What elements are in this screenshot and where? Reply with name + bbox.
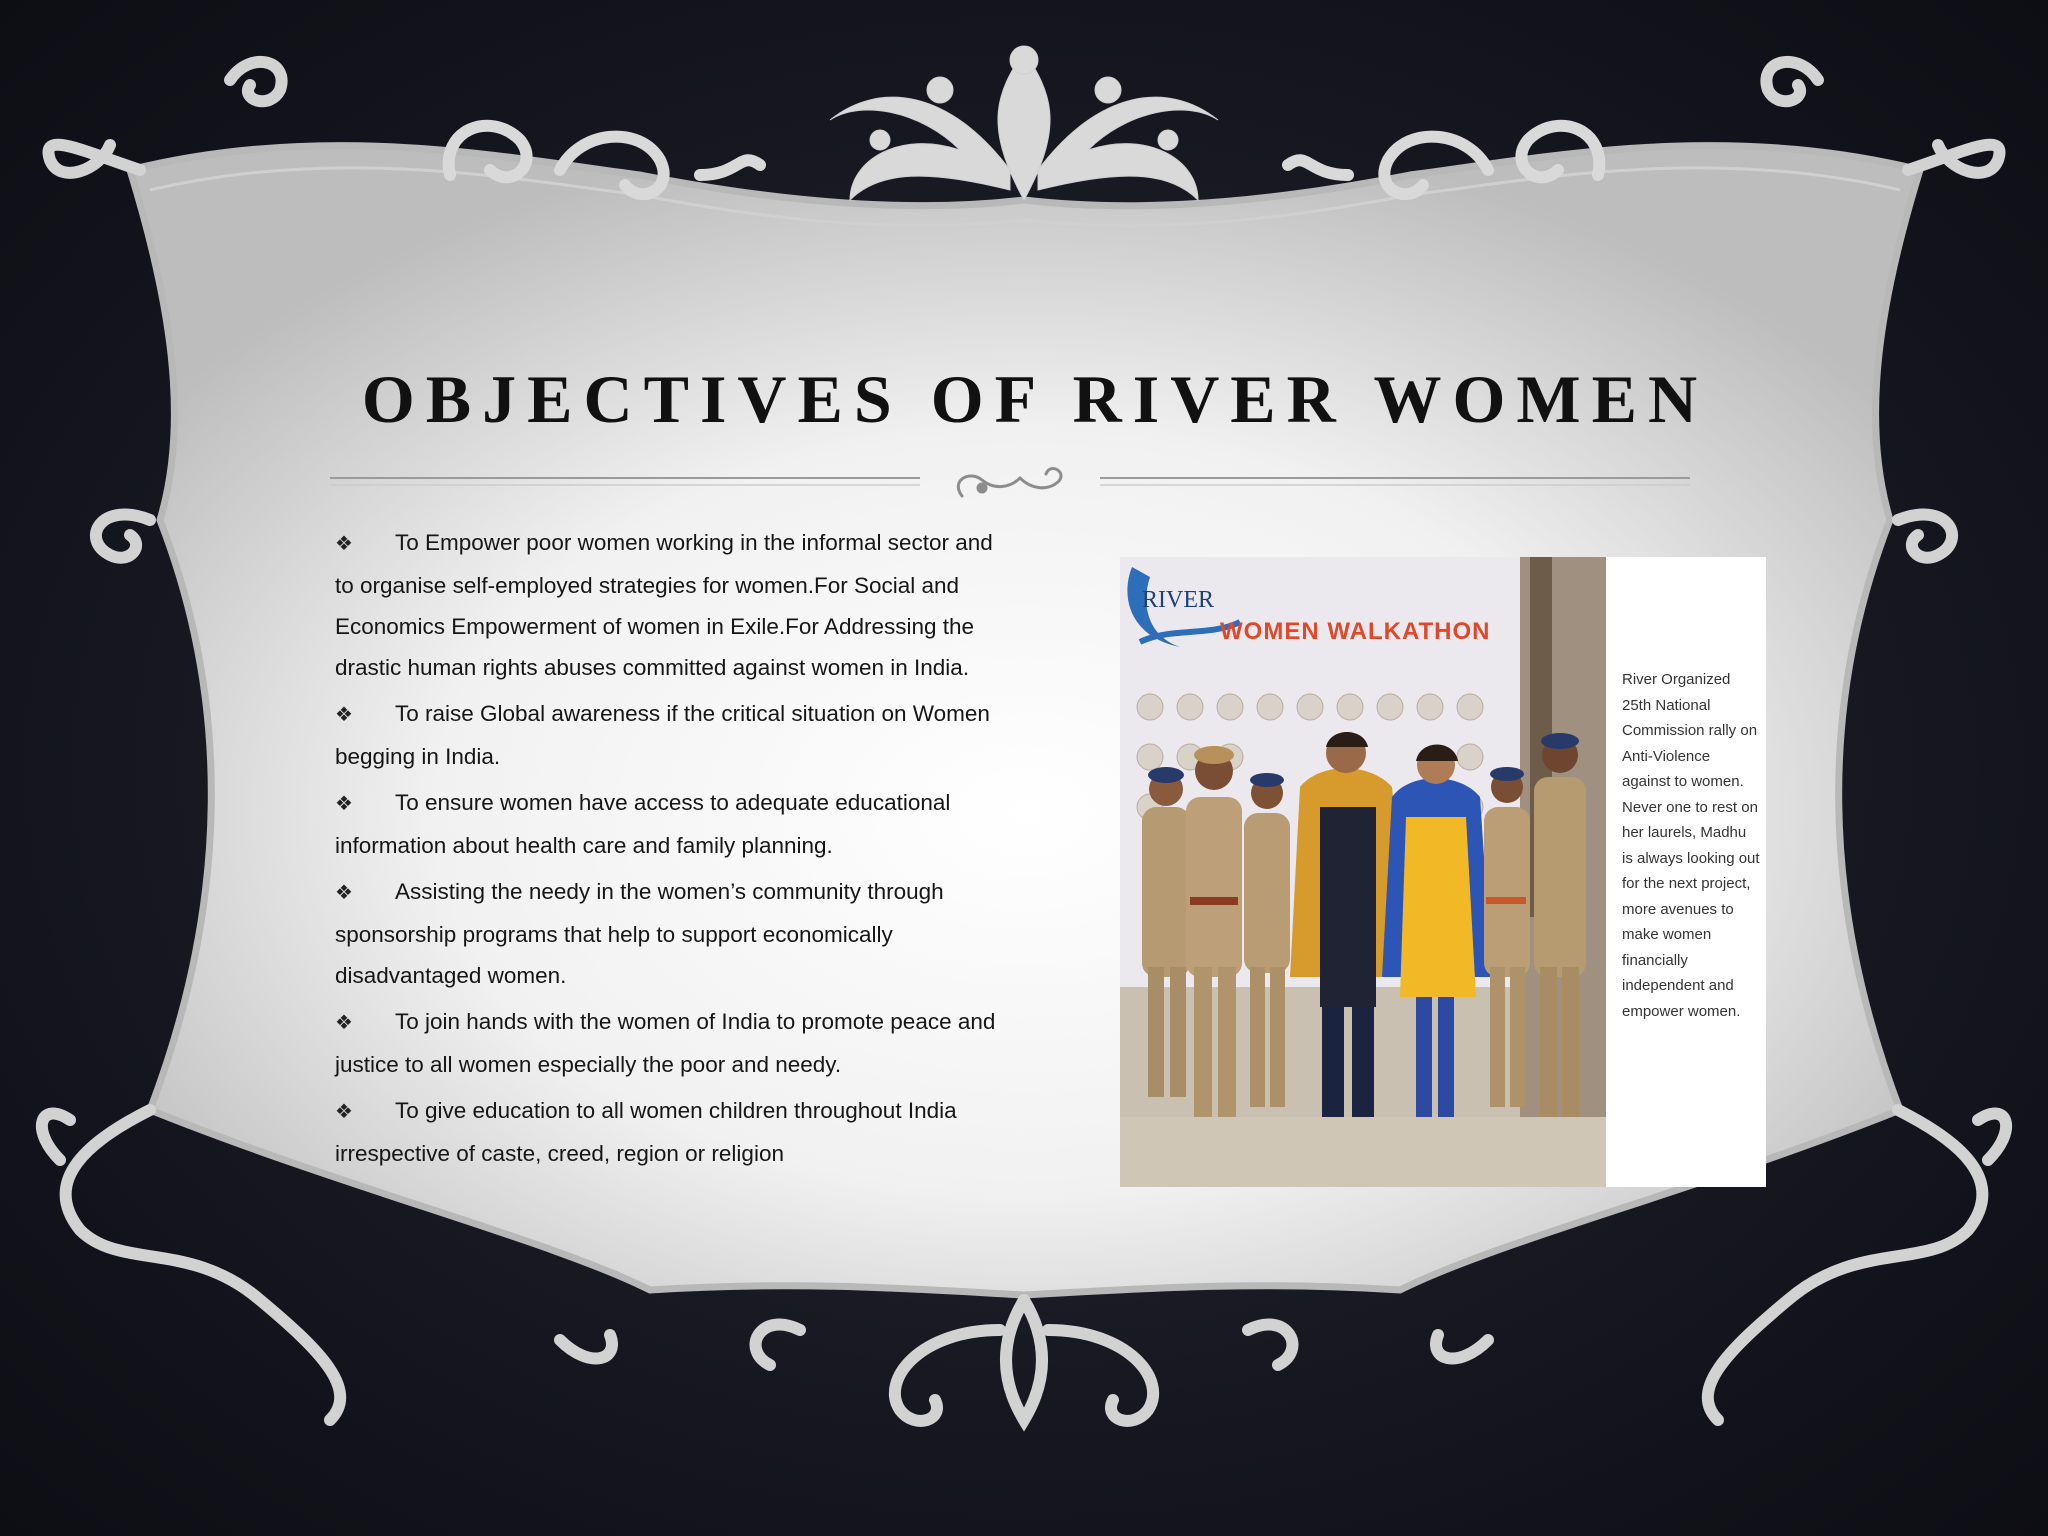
diamond-bullet-icon: ❖ — [335, 1012, 353, 1034]
objectives-list — [335, 522, 1005, 1179]
objective-item — [335, 1001, 1005, 1085]
objective-item — [335, 1090, 1005, 1174]
objective-item — [335, 782, 1005, 866]
slide-title: OBJECTIVES OF RIVER WOMEN — [361, 361, 1709, 437]
logo-text: RIVER — [1142, 587, 1214, 613]
objective-text: To give education to all women children throughout India irrespective of caste, creed, region or religion — [335, 1098, 957, 1166]
objective-text: To Empower poor women working in the informal sector and to organise self-employed strategies for women.For Social and Economics Empowerment of women in Exile.For Addressing the drastic human rights abuses committed against women in India. — [335, 530, 993, 680]
objective-item — [335, 871, 1005, 996]
photo-caption: River Organized 25th National Commission rally on Anti-Violence against to women. Never one to rest on her laurels, Madhu is always looking out for the next project, more avenues to make women financially independent and empower women. — [1622, 671, 1760, 1020]
banner-heading: WOMEN WALKATHON — [1220, 618, 1491, 645]
diamond-bullet-icon: ❖ — [335, 793, 353, 815]
flourish-bottom — [560, 1300, 1488, 1421]
objective-text: To raise Global awareness if the critical situation on Women begging in India. — [335, 701, 990, 769]
diamond-bullet-icon: ❖ — [335, 1101, 353, 1123]
objective-text: Assisting the needy in the women’s community through sponsorship programs that help to support economically disadvantaged women. — [335, 879, 944, 988]
walkathon-photo-image — [1120, 557, 1606, 1187]
objective-item — [335, 522, 1005, 688]
walkathon-photo — [1120, 557, 1766, 1187]
diamond-bullet-icon: ❖ — [335, 882, 353, 904]
diamond-bullet-icon: ❖ — [335, 533, 353, 555]
diamond-bullet-icon: ❖ — [335, 704, 353, 726]
objective-text: To join hands with the women of India to promote peace and justice to all women especially the poor and needy. — [335, 1009, 996, 1077]
objective-text: To ensure women have access to adequate educational information about health care and family planning. — [335, 790, 951, 858]
objective-item — [335, 693, 1005, 777]
flourish-top-center — [830, 46, 1218, 200]
divider-scroll-icon — [958, 469, 1061, 496]
title-divider — [330, 458, 1690, 508]
